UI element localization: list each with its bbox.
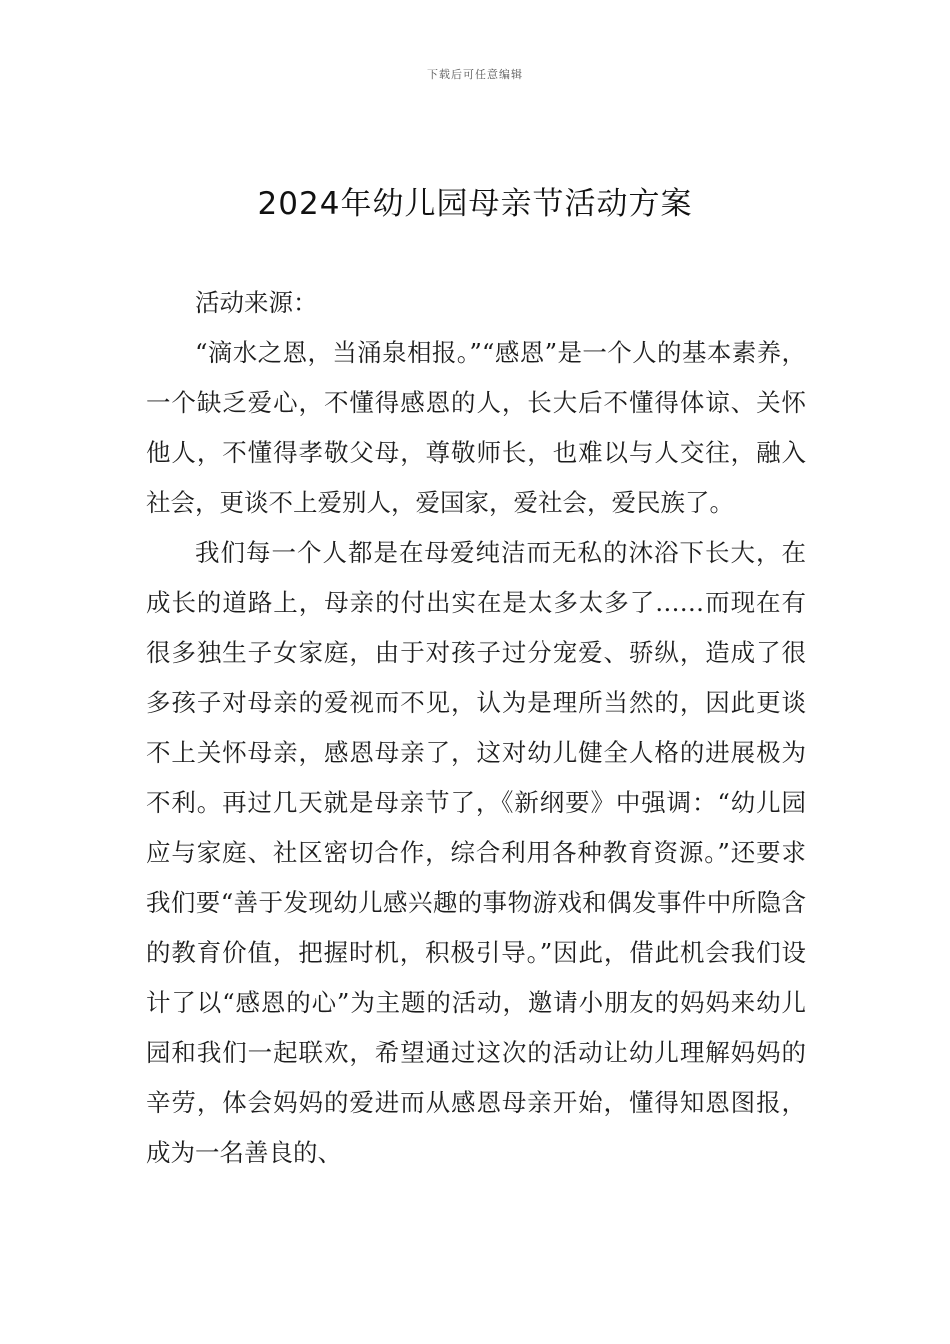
- page-header-note: 下载后可任意编辑: [427, 68, 523, 81]
- paragraph-1: “滴水之恩，当涌泉相报。”“感恩”是一个人的基本素养，一个缺乏爱心，不懂得感恩的人，长大后不懂得体谅、关怀他人，不懂得孝敬父母，尊敬师长，也难以与人交往，融入社会，更谈不上爱别人，爱国家，爱社会，爱民族了。: [146, 338, 806, 517]
- section-label: 活动来源：: [195, 288, 318, 317]
- document-body: [146, 278, 806, 1178]
- paragraph-2: 我们每一个人都是在母爱纯洁而无私的沐浴下长大，在成长的道路上，母亲的付出实在是太多太多了……而现在有很多独生子女家庭，由于对孩子过分宠爱、骄纵，造成了很多孩子对母亲的爱视而不见，认为是理所当然的，因此更谈不上关怀母亲，感恩母亲了，这对幼儿健全人格的进展极为不利。再过几天就是母亲节了，《新纲要》中强调：“幼儿园应与家庭、社区密切合作，综合利用各种教育资源。”还要求我们要“善于发现幼儿感兴趣的事物游戏和偶发事件中所隐含的教育价值，把握时机，积极引导。”因此，借此机会我们设计了以“感恩的心”为主题的活动，邀请小朋友的妈妈来幼儿园和我们一起联欢，希望通过这次的活动让幼儿理解妈妈的辛劳，体会妈妈的爱进而从感恩母亲开始，懂得知恩图报，成为一名善良的、: [146, 538, 806, 1167]
- document-title: 2024年幼儿园母亲节活动方案: [257, 186, 693, 222]
